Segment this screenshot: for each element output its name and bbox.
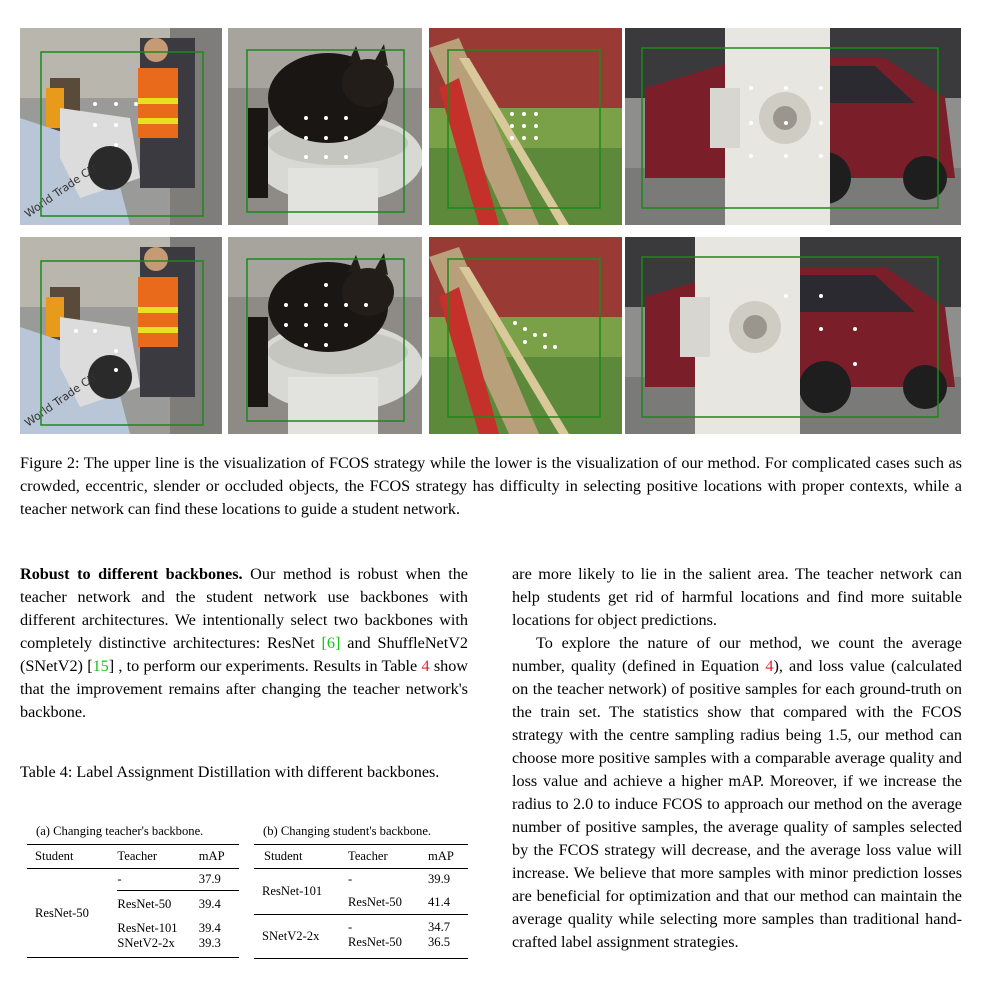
map-cell: 39.9 (428, 872, 451, 887)
teacher-cell: - (117, 872, 122, 886)
panel-lower-hydrant (625, 237, 961, 434)
text-segment: , to perform our experiments. Results in Table (114, 657, 422, 675)
backbone-paragraph (20, 563, 468, 724)
table-4b-caption: (b) Changing student's backbone. (263, 824, 432, 838)
teacher-cell: ResNet-50 (348, 894, 402, 909)
text-segment: Our method is robust when the teacher network and the student network use backbones with different architectures. We intentionally select two backbones with completely distinctive architectures: ResNet (20, 565, 468, 652)
text-segment: and ShuffleNetV2 (SNetV2) (20, 634, 468, 675)
section-heading: Robust to different backbones. (20, 565, 243, 583)
table-4a-caption: (a) Changing teacher's backbone. (36, 824, 204, 838)
map-cell: 34.7 (428, 919, 451, 934)
text-segment: show that the improvement remains after changing the teacher network's backbone. (20, 657, 468, 721)
student-cell: ResNet-50 (27, 869, 117, 958)
table-4a-grid (27, 844, 239, 958)
map-cell: 36.5 (428, 934, 451, 949)
map-cell: 39.3 (198, 935, 221, 950)
text-segment: To explore the nature of our method, we count the average number, quality (defined in Equation (512, 634, 962, 675)
table-4a (27, 824, 239, 964)
left-column (20, 563, 468, 724)
table-4-caption: Table 4: Label Assignment Distillation with different backbones. (20, 763, 440, 781)
table-4b (254, 824, 468, 964)
citation-link[interactable]: 15 (92, 657, 109, 675)
student-cell: ResNet-101 (262, 884, 323, 898)
panel-upper-policeman (20, 28, 222, 225)
analysis-paragraph-2 (512, 632, 962, 954)
column-header: Student (35, 849, 74, 863)
text-segment: ), and loss value (calculated on the teacher network) of positive samples for each ground-truth on the train set. The statistics show that compared with the FCOS strategy with the centre sampling radius being 1.5, our method can choose more positive samples with a comparable average quality and loss value and achieve a higher mAP. Moreover, if we increase the radius to 2.0 to induce FCOS to approach our method on the average number of positive samples, the average quality of samples selected by the FCOS strategy will decrease, and the average loss value will increase. We believe that more samples with minor prediction losses are beneficial for optimization and that our method can maintain the average quality while selecting more samples than traditional hand-crafted label assignment strategies. (512, 657, 962, 951)
teacher-cell: ResNet-101 (117, 920, 178, 935)
svg-text:World Trade Ctr: World Trade Ctr (22, 160, 100, 221)
teacher-cell: ResNet-50 (117, 897, 172, 912)
column-header: mAP (428, 849, 454, 863)
teacher-cell: - (348, 919, 353, 934)
map-cell: 41.4 (428, 894, 451, 909)
figure-caption: Figure 2: The upper line is the visualization of FCOS strategy while the lower is the visualization of our method. For complicated cases such as crowded, eccentric, slender or occluded objects, the FCOS strategy has difficulty in selecting positive locations with proper contexts, while a teacher network can find these locations to guide a student network. (20, 454, 962, 518)
map-cell: 39.4 (198, 897, 221, 912)
teacher-cell: - (348, 872, 353, 887)
citation-link[interactable]: [6] (321, 634, 341, 652)
map-cell: 37.9 (198, 872, 221, 886)
equation-ref-link[interactable]: 4 (765, 657, 774, 675)
map-cell: 39.4 (198, 920, 221, 935)
panel-lower-policeman (20, 237, 222, 434)
panel-upper-bat (429, 28, 622, 225)
teacher-cell: ResNet-50 (348, 934, 402, 949)
citation-bracket: [ (87, 657, 93, 675)
table-ref-link[interactable]: 4 (421, 657, 430, 675)
table-4b-grid (254, 844, 468, 959)
citation-bracket: ] (108, 657, 115, 675)
column-header: Teacher (117, 849, 158, 863)
column-header: mAP (198, 849, 225, 863)
panel-lower-cat (228, 237, 422, 434)
right-column (512, 563, 962, 954)
column-header: Student (264, 849, 303, 863)
svg-text:World Trade Ctr: World Trade Ctr (22, 369, 100, 430)
panel-lower-bat (429, 237, 622, 434)
panel-upper-cat (228, 28, 422, 225)
column-header: Teacher (348, 849, 388, 863)
analysis-paragraph-1: are more likely to lie in the salient area. The teacher network can help students get rid of harmful locations and find more suitable locations for object predictions. (512, 565, 962, 629)
student-cell: SNetV2-2x (262, 929, 320, 943)
panel-upper-hydrant (625, 28, 961, 225)
teacher-cell: SNetV2-2x (117, 935, 175, 950)
figure-2-grid (20, 28, 961, 434)
